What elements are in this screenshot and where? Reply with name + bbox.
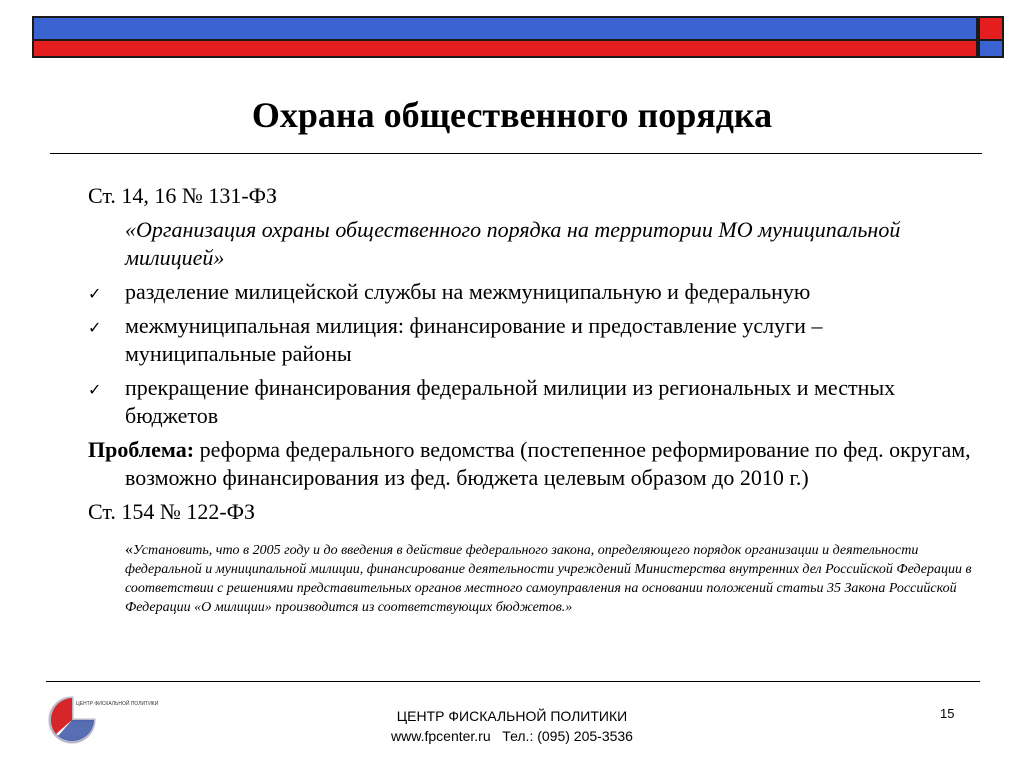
page-number: 15 [940,706,955,721]
header-bar-blue [32,16,978,41]
checkmark-icon: ✓ [88,284,102,303]
problem-label: Проблема: [88,437,195,462]
quote-open-mark: « [125,541,133,558]
header-corner [978,16,1004,58]
quote-1: «Организация охраны общественного порядка на территории МО муниципальной милицией» [125,217,901,270]
problem-text: реформа федерального ведомства (постепенное реформирование по фед. округам, возможно финансирования из фед. бюджета целевым образом до 2010 г.) [125,437,971,490]
footer-org: ЦЕНТР ФИСКАЛЬНОЙ ПОЛИТИКИ [396,708,628,724]
header-bar-red [32,41,978,58]
logo-text: ЦЕНТР ФИСКАЛЬНОЙ ПОЛИТИКИ [76,701,159,707]
footer-contact: www.fpcenter.ru Тел.: (095) 205-3536 [391,728,633,744]
bullet-text: прекращение финансирования федеральной милиции из региональных и местных бюджетов [125,375,896,428]
bullet-text: межмуниципальная милиция: финансирование и предоставление услуги – муниципальные районы [125,313,823,366]
bullet-item [88,312,978,368]
slide-body [88,182,978,617]
footer [0,706,1024,746]
header-bar [32,16,978,58]
quote-2 [88,540,978,617]
title-divider [50,153,982,154]
article-ref-1: Ст. 14, 16 № 131-ФЗ [88,183,278,208]
checkmark-icon: ✓ [88,318,102,337]
bullet-item [88,278,978,306]
checkmark-icon: ✓ [88,380,102,399]
corner-blue-square [978,41,1004,58]
slide-title: Охрана общественного порядка [251,95,773,135]
corner-red-square [978,16,1004,41]
problem-paragraph [88,436,978,492]
article-ref-2: Ст. 154 № 122-ФЗ [88,499,256,524]
footer-divider [46,681,980,682]
bullet-text: разделение милицейской службы на межмуниципальную и федеральную [125,279,811,304]
bullet-item [88,374,978,430]
quote-2-text: Установить, что в 2005 году и до введения в действие федерального закона, определяющего порядок организации и деятельности федеральной и муниципальной милиции, финансирование деятельности учреждений Министерства внутренних дел Российской Федерации в соответствии с решениями представительных органов местного самоуправления на основании положений статьи 35 Закона Российской Федерации «О милиции» производится из соответствующих бюджетов.» [125,543,972,615]
